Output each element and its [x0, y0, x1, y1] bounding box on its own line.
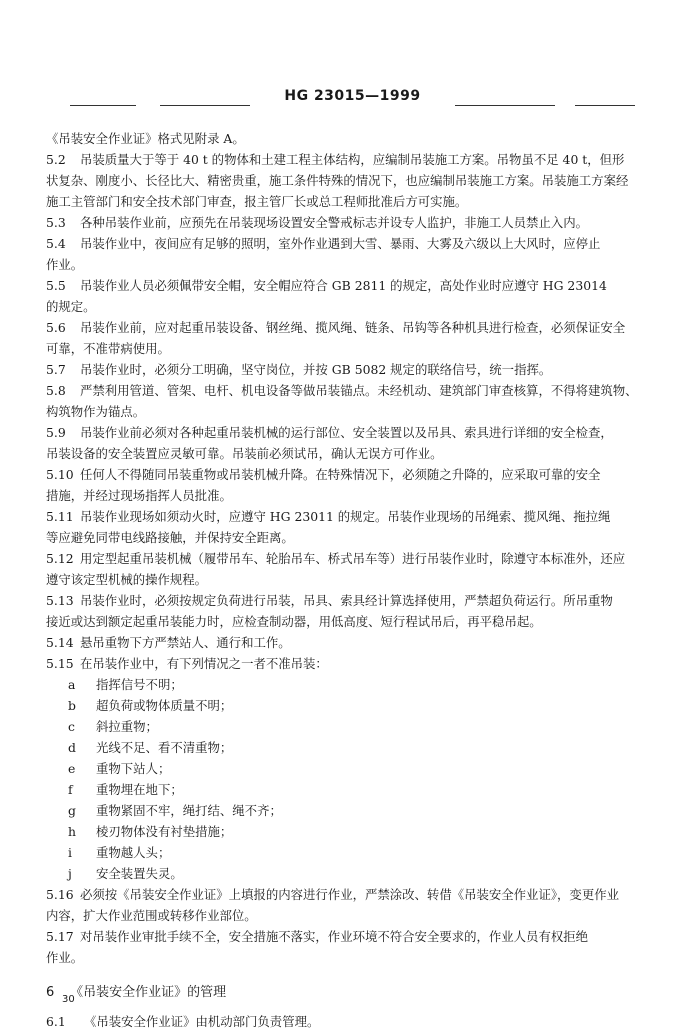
clause-text: 用定型起重吊装机械（履带吊车、轮胎吊车、桥式吊车等）进行吊装作业时，除遵守本标准外，还应	[80, 551, 626, 566]
clause-number: 5.7	[46, 362, 66, 377]
clause-text: 接近或达到额定起重吊装能力时，应检查制动器，用低高度、短行程试吊后，再平稳吊起。	[46, 614, 542, 629]
clause-number: 5.14	[46, 635, 74, 650]
clause-number: 5.4	[46, 236, 66, 251]
clause-number: 5.13	[46, 593, 74, 608]
page-header	[70, 88, 635, 112]
item-letter: b	[68, 698, 76, 713]
item-letter: d	[68, 740, 76, 755]
clause-line	[46, 254, 656, 275]
clause-number: 5.10	[46, 467, 74, 482]
item-text: 重物紧固不牢，绳打结、绳不齐；	[96, 803, 282, 818]
clause-number: 5.2	[46, 152, 66, 167]
header-rule	[455, 105, 555, 106]
item-letter: h	[68, 824, 76, 839]
item-letter: g	[68, 803, 76, 818]
clause-text: 施工主管部门和安全技术部门审查，报主管厂长或总工程师批准后方可实施。	[46, 194, 468, 209]
clause-line	[46, 191, 656, 212]
clause-number: 5.3	[46, 215, 66, 230]
clause-number: 5.16	[46, 887, 74, 902]
clause-number: 5.8	[46, 383, 66, 398]
clause-text: 对吊装作业审批手续不全，安全措施不落实，作业环境不符合安全要求的，作业人员有权拒绝	[80, 929, 589, 944]
clause-text: 各种吊装作业前，应预先在吊装现场设置安全警戒标志并设专人监护，非施工人员禁止入内。	[80, 215, 589, 230]
clause-text: 构筑物作为锚点。	[46, 404, 146, 419]
clause-list-tail	[46, 884, 656, 968]
clause-list	[46, 149, 656, 674]
header-rule	[160, 105, 250, 106]
list-item	[46, 716, 656, 737]
item-text: 超负荷或物体质量不明；	[96, 698, 233, 713]
clause-number: 5.17	[46, 929, 74, 944]
clause-line	[46, 590, 656, 611]
standard-code: HG 23015—1999	[284, 88, 421, 104]
clause-line	[46, 632, 656, 653]
item-text: 安全装置失灵。	[96, 866, 183, 881]
clause-line	[46, 548, 656, 569]
clause-line	[46, 464, 656, 485]
clause-text: 状复杂、刚度小、长径比大、精密贵重，施工条件特殊的情况下，也应编制吊装施工方案。吊装施工方案经	[46, 173, 629, 188]
clause-text: 吊装设备的安全装置应灵敏可靠。吊装前必须试吊，确认无误方可作业。	[46, 446, 443, 461]
clause-number: 5.15	[46, 656, 74, 671]
item-text: 重物下站人；	[96, 761, 171, 776]
clause-line	[46, 275, 656, 296]
list-item	[46, 674, 656, 695]
condition-list	[46, 674, 656, 884]
clause-line	[46, 611, 656, 632]
item-letter: a	[68, 677, 76, 692]
clause-text: 吊装作业现场如须动火时，应遵守 HG 23011 的规定。吊装作业现场的吊绳索、揽风绳、拖拉绳	[80, 509, 611, 524]
clause-line	[46, 653, 656, 674]
clause-line	[46, 380, 656, 401]
clause-text: 作业。	[46, 950, 84, 965]
clause-6-1	[46, 1011, 656, 1032]
section-number: 6	[46, 985, 55, 1000]
item-text: 光线不足、看不清重物；	[96, 740, 233, 755]
list-item	[46, 737, 656, 758]
item-letter: i	[68, 845, 72, 860]
clause-number: 5.6	[46, 320, 66, 335]
clause-text: 的规定。	[46, 299, 96, 314]
clause-line	[46, 212, 656, 233]
clause-text: 作业。	[46, 257, 84, 272]
clause-line	[46, 296, 656, 317]
intro-line: 《吊装安全作业证》格式见附录 A。	[46, 131, 245, 146]
clause-text: 吊装作业时，必须按规定负荷进行吊装，吊具、索具经计算选择使用，严禁超负荷运行。所吊重物	[80, 593, 613, 608]
clause-number: 5.5	[46, 278, 66, 293]
clause-text: 必须按《吊装安全作业证》上填报的内容进行作业，严禁涂改、转借《吊装安全作业证》，变更作业	[80, 887, 619, 902]
item-text: 指挥信号不明；	[96, 677, 183, 692]
clause-text: 《吊装安全作业证》由机动部门负责管理。	[83, 1014, 320, 1029]
header-rule	[575, 105, 635, 106]
clause-line	[46, 170, 656, 191]
page-number: 30	[62, 994, 75, 1005]
clause-line	[46, 359, 656, 380]
clause-line	[46, 401, 656, 422]
clause-text: 可靠，不准带病使用。	[46, 341, 170, 356]
clause-number: 5.9	[46, 425, 66, 440]
list-item	[46, 842, 656, 863]
clause-line	[46, 527, 656, 548]
clause-text: 严禁利用管道、管架、电杆、机电设备等做吊装锚点。未经机动、建筑部门审查核算，不得将建筑物、	[80, 383, 638, 398]
clause-text: 吊装作业人员必须佩带安全帽，安全帽应符合 GB 2811 的规定，高处作业时应遵守 HG 23014	[80, 278, 607, 293]
section-heading	[46, 982, 656, 1003]
clause-number: 5.12	[46, 551, 74, 566]
clause-text: 吊装作业前，应对起重吊装设备、钢丝绳、揽风绳、链条、吊钩等各种机具进行检查，必须保证安全	[80, 320, 626, 335]
list-item	[46, 779, 656, 800]
clause-text: 措施，并经过现场指挥人员批准。	[46, 488, 232, 503]
clause-text: 等应避免同带电线路接触，并保持安全距离。	[46, 530, 294, 545]
section-title: 《吊装安全作业证》的管理	[70, 985, 227, 1000]
clause-line	[46, 926, 656, 947]
clause-text: 吊装质量大于等于 40 t 的物体和土建工程主体结构，应编制吊装施工方案。吊物虽不足 40 t，但形	[80, 152, 625, 167]
clause-text: 在吊装作业中，有下列情况之一者不准吊装：	[80, 656, 328, 671]
list-item	[46, 800, 656, 821]
clause-text: 内容，扩大作业范围或转移作业部位。	[46, 908, 257, 923]
item-letter: j	[68, 866, 72, 881]
clause-text: 遵守该定型机械的操作规程。	[46, 572, 208, 587]
clause-line	[46, 884, 656, 905]
clause-line	[46, 338, 656, 359]
item-letter: c	[68, 719, 75, 734]
clause-text: 吊装作业时，必须分工明确，坚守岗位，并按 GB 5082 规定的联络信号，统一指挥。	[80, 362, 552, 377]
clause-line	[46, 422, 656, 443]
item-text: 斜拉重物；	[96, 719, 158, 734]
clause-text: 吊装作业前必须对各种起重吊装机械的运行部位、安全装置以及吊具、索具进行详细的安全检查，	[80, 425, 613, 440]
list-item	[46, 821, 656, 842]
clause-line	[46, 569, 656, 590]
clause-line	[46, 905, 656, 926]
clause-line	[46, 317, 656, 338]
clause-line	[46, 443, 656, 464]
header-rule	[70, 105, 136, 106]
item-letter: e	[68, 761, 76, 776]
document-body	[46, 128, 656, 1032]
item-text: 棱刃物体没有衬垫措施；	[96, 824, 233, 839]
clause-text: 吊装作业中，夜间应有足够的照明，室外作业遇到大雪、暴雨、大雾及六级以上大风时，应停止	[80, 236, 601, 251]
clause-number: 6.1	[46, 1014, 66, 1029]
item-letter: f	[68, 782, 73, 797]
clause-line	[46, 149, 656, 170]
list-item	[46, 863, 656, 884]
clause-line	[46, 947, 656, 968]
item-text: 重物越人头；	[96, 845, 171, 860]
clause-line	[46, 485, 656, 506]
list-item	[46, 695, 656, 716]
item-text: 重物埋在地下；	[96, 782, 183, 797]
clause-text: 悬吊重物下方严禁站人、通行和工作。	[80, 635, 291, 650]
clause-number: 5.11	[46, 509, 74, 524]
clause-text: 任何人不得随同吊装重物或吊装机械升降。在特殊情况下，必须随之升降的，应采取可靠的安全	[80, 467, 601, 482]
list-item	[46, 758, 656, 779]
clause-line	[46, 233, 656, 254]
clause-line	[46, 506, 656, 527]
